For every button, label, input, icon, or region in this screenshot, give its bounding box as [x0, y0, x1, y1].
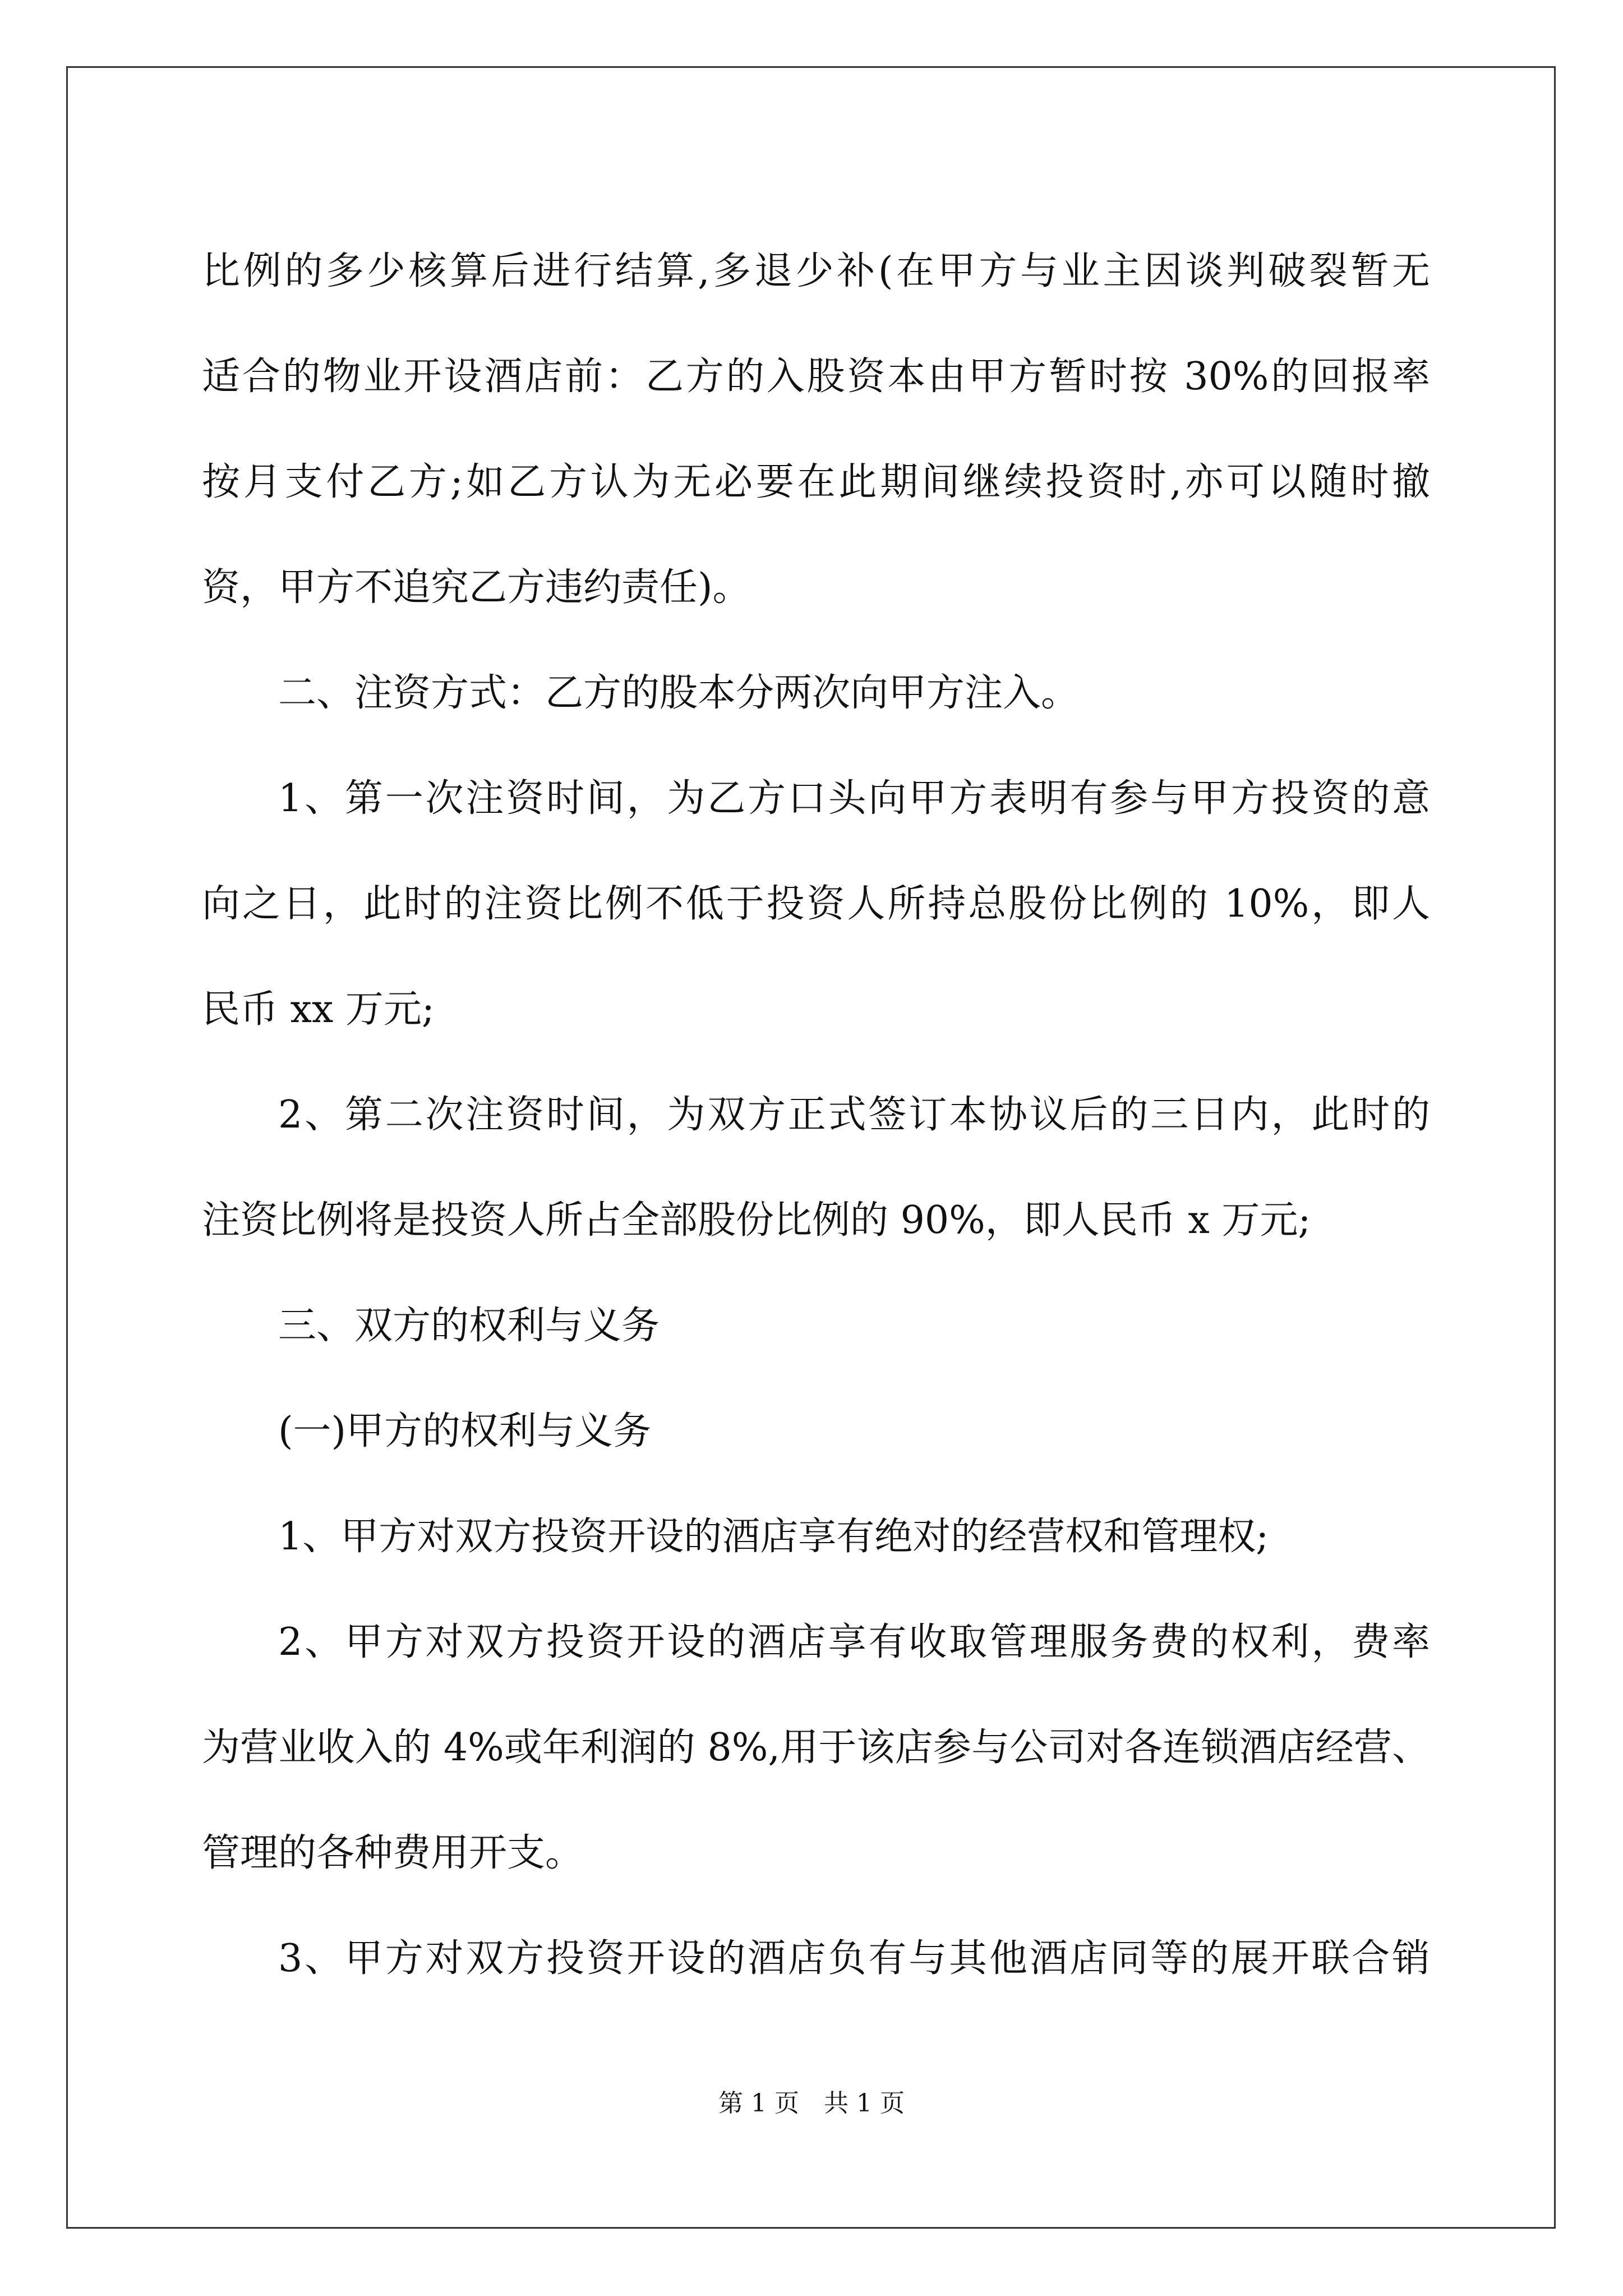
- text-line: 资，甲方不追究乙方违约责任)。: [202, 565, 751, 610]
- text-line: 比例的多少核算后进行结算,多退少补(在甲方与业主因谈判破裂暂无: [202, 249, 1430, 293]
- text-line: 2、第二次注资时间，为双方正式签订本协议后的三日内，此时的: [278, 1093, 1430, 1137]
- text-line: 1、第一次注资时间，为乙方口头向甲方表明有参与甲方投资的意: [278, 776, 1430, 821]
- text-line: 民币 xx 万元;: [202, 987, 435, 1032]
- text-line: 1、甲方对双方投资开设的酒店享有绝对的经营权和管理权;: [278, 1515, 1269, 1559]
- text-line: 注资比例将是投资人所占全部股份比例的 90%，即人民币 x 万元;: [202, 1198, 1311, 1243]
- text-line: 3、甲方对双方投资开设的酒店负有与其他酒店同等的展开联合销: [278, 1936, 1430, 1981]
- text-line: 管理的各种费用开支。: [202, 1831, 584, 1875]
- text-line: 为营业收入的 4%或年利润的 8%,用于该店参与公司对各连锁酒店经营、: [202, 1726, 1430, 1770]
- text-line: 按月支付乙方;如乙方认为无必要在此期间继续投资时,亦可以随时撤: [202, 460, 1430, 504]
- section-heading: 三、双方的权利与义务: [278, 1304, 660, 1348]
- document-body: [202, 219, 1430, 2012]
- text-line: 向之日，此时的注资比例不低于投资人所持总股份比例的 10%，即人: [202, 882, 1430, 926]
- page-footer: 第 1 页 共 1 页: [718, 2089, 905, 2118]
- text-line: 2、甲方对双方投资开设的酒店享有收取管理服务费的权利，费率: [278, 1620, 1430, 1664]
- section-heading: 二、注资方式：乙方的股本分两次向甲方注入。: [278, 671, 1080, 715]
- subsection-heading: (一)甲方的权利与义务: [278, 1409, 652, 1453]
- text-line: 适合的物业开设酒店前：乙方的入股资本由甲方暂时按 30%的回报率: [202, 355, 1430, 399]
